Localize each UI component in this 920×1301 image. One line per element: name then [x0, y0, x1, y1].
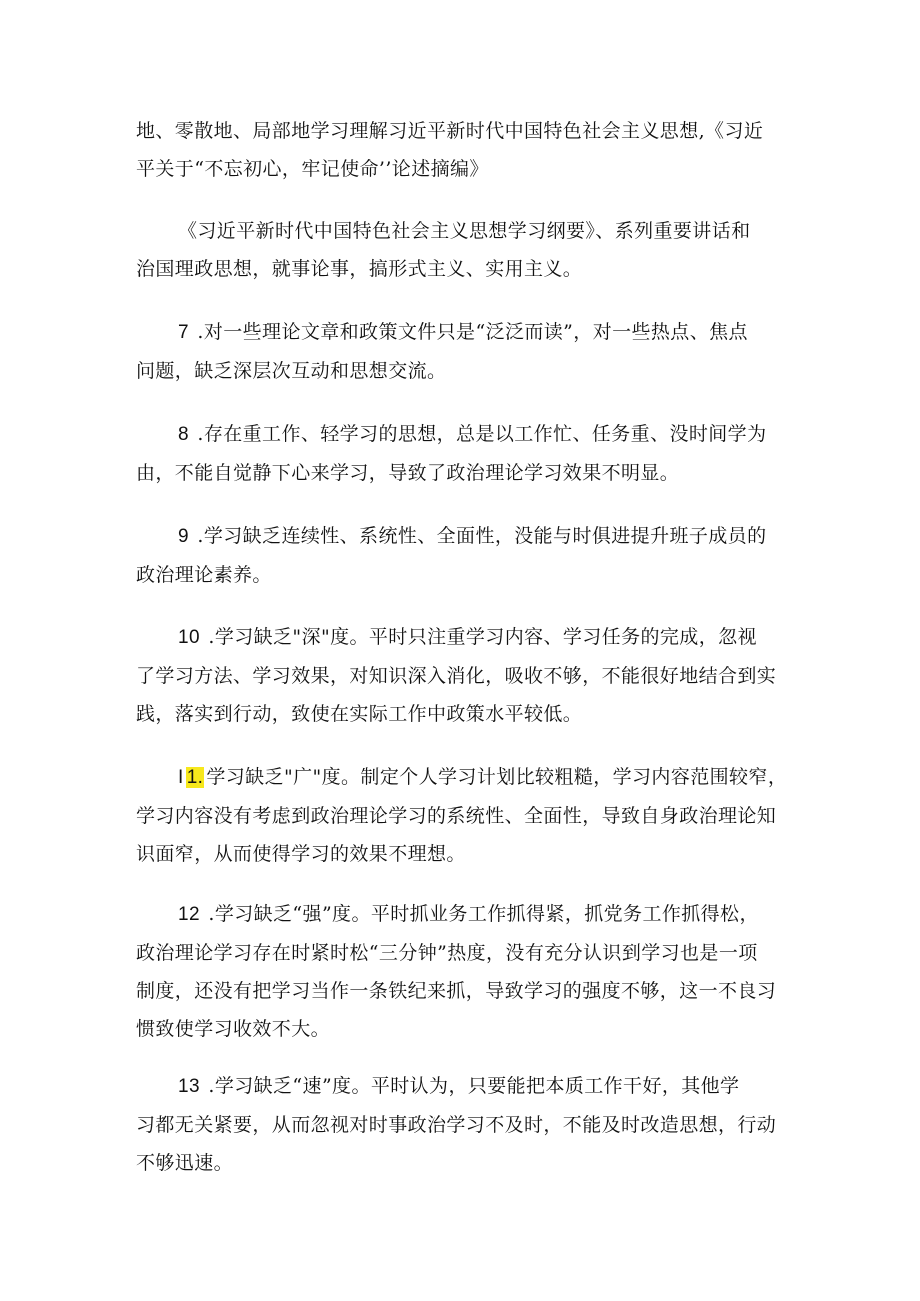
item-12-number: 12 [178, 904, 200, 925]
item-10-number: 10 [178, 627, 200, 648]
item-8-text: .存在重工作、轻学习的思想，总是以工作忙、任务重、没时间学为 [197, 423, 767, 445]
item-10 [136, 618, 796, 733]
item-13-line-1 [136, 1067, 796, 1106]
item-11 [136, 758, 796, 873]
item-12-line-2: 政治理论学习存在时紧时松“三分钟”热度，没有充分认识到学习也是一项 [136, 942, 758, 964]
item-13-number: 13 [178, 1076, 200, 1097]
item-9-line-2: 政治理论素养。 [136, 564, 272, 586]
item-8-line-1 [136, 415, 796, 454]
item-8 [136, 415, 796, 492]
intro-line-1: 地、零散地、局部地学习理解习近平新时代中国特色社会主义思想,《习近 [136, 120, 764, 142]
item-13-line-3: 不够迅速。 [136, 1152, 234, 1174]
item-13-line-2: 习都无关紧要，从而忽视对时事政治学习不及时，不能及时改造思想，行动 [136, 1114, 777, 1136]
item-10-line-3: 践，落实到行动，致使在实际工作中政策水平较低。 [136, 703, 583, 725]
item-11-text: 学习缺乏"广"度。制定个人学习计划比较粗糙，学习内容范围较窄， [206, 766, 788, 788]
item-9-number: 9 [178, 526, 189, 547]
item-7-line-2: 问题，缺乏深层次互动和思想交流。 [136, 360, 447, 382]
item-11-highlighted-number: 1. [186, 767, 204, 788]
item-7 [136, 313, 796, 390]
item-8-line-2: 由，不能自觉静下心来学习，导致了政治理论学习效果不明显。 [136, 462, 680, 484]
outline-line-1: 《习近平新时代中国特色社会主义思想学习纲要》、系列重要讲话和 [178, 220, 751, 242]
item-12 [136, 895, 796, 1048]
outline-paragraph [136, 212, 796, 288]
item-7-number: 7 [178, 322, 189, 343]
item-11-line-1 [136, 758, 796, 797]
item-10-text: .学习缺乏"深"度。平时只注重学习内容、学习任务的完成，忽视 [208, 626, 757, 648]
intro-line-2: 平关于“不忘初心，牢记使命’’论述摘编》 [136, 158, 489, 180]
item-9-text: .学习缺乏连续性、系统性、全面性，没能与时俱进提升班子成员的 [197, 525, 767, 547]
item-11-line-2: 学习内容没有考虑到政治理论学习的系统性、全面性，导致自身政治理论知 [136, 805, 777, 827]
item-7-text: .对一些理论文章和政策文件只是“泛泛而读”，对一些热点、焦点 [197, 321, 748, 343]
item-13 [136, 1067, 796, 1182]
item-11-line-3: 识面窄，从而使得学习的效果不理想。 [136, 843, 466, 865]
item-12-line-1 [136, 895, 796, 934]
item-9-line-1 [136, 517, 796, 556]
item-12-line-3: 制度，还没有把学习当作一条铁纪来抓，导致学习的强度不够，这一不良习 [136, 980, 777, 1002]
item-10-line-2: 了学习方法、学习效果，对知识深入消化，吸收不够，不能很好地结合到实 [136, 665, 777, 687]
item-10-line-1 [136, 618, 796, 657]
item-12-line-4: 惯致使学习收效不大。 [136, 1018, 331, 1040]
item-11-prefix: I [178, 767, 184, 788]
item-8-number: 8 [178, 424, 189, 445]
outline-line-2: 治国理政思想，就事论事，搞形式主义、实用主义。 [136, 258, 583, 280]
item-9 [136, 517, 796, 594]
item-13-text: .学习缺乏“速”度。平时认为，只要能把本质工作干好，其他学 [208, 1075, 740, 1097]
intro-paragraph [136, 112, 796, 188]
item-7-line-1 [136, 313, 796, 352]
item-12-text: .学习缺乏“强”度。平时抓业务工作抓得紧，抓党务工作抓得松， [208, 903, 759, 925]
